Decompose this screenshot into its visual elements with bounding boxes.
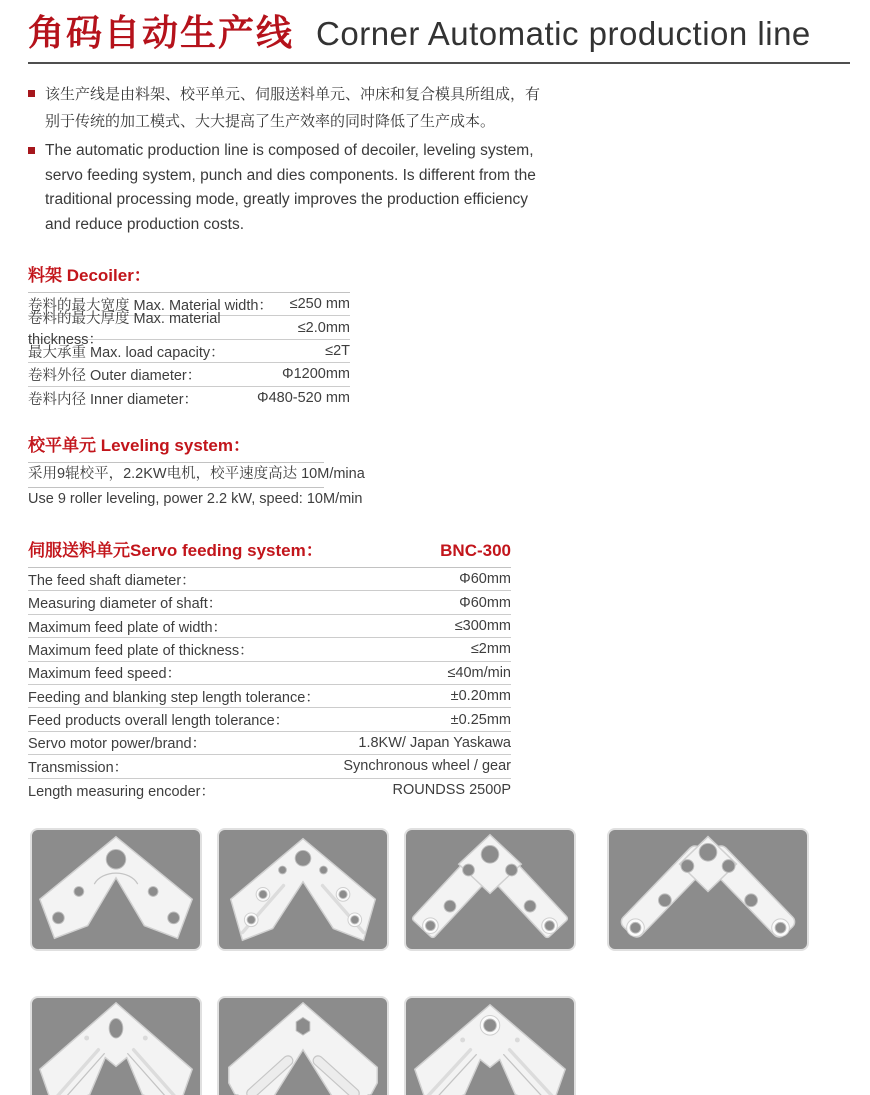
- spec-value: Φ60mm: [459, 571, 511, 588]
- servo-heading: 伺服送料单元Servo feeding system：: [28, 541, 323, 561]
- model-badge: BNC-300: [440, 541, 511, 561]
- decoiler-table: [28, 293, 350, 410]
- table-row: [28, 685, 511, 708]
- corner-key-graphic: [219, 998, 387, 1095]
- spec-label: Feed products overall length tolerance：: [28, 713, 290, 730]
- spec-label: Maximum feed plate of thickness：: [28, 642, 254, 659]
- spec-value: ±0.20mm: [450, 688, 511, 705]
- spec-value: Φ60mm: [459, 594, 511, 611]
- title-divider: [28, 62, 850, 64]
- spec-label: Maximum feed plate of width：: [28, 619, 228, 636]
- product-photo-4: [607, 828, 809, 951]
- spec-value: ≤40m/min: [447, 664, 511, 681]
- product-gallery-row-2: [30, 996, 850, 1095]
- spec-label: Maximum feed speed：: [28, 666, 182, 683]
- table-row: [28, 310, 350, 348]
- corner-bracket-graphic: [32, 830, 200, 949]
- spec-label: Feeding and blanking step length tolerance：: [28, 689, 320, 706]
- leveling-row-english: Use 9 roller leveling, power 2.2 kW, speed: 10M/min: [28, 490, 363, 507]
- intro-item-chinese: [28, 82, 550, 135]
- spec-label: 卷料外径 Outer diameter：: [28, 367, 202, 384]
- corner-key-graphic: [406, 998, 574, 1095]
- leveling-heading: 校平单元 Leveling system：: [28, 431, 324, 463]
- spec-value: ≤2.0mm: [297, 319, 350, 336]
- product-photo-3: [404, 828, 576, 951]
- table-row: [28, 363, 350, 386]
- spec-value: 1.8KW/ Japan Yaskawa: [358, 734, 511, 751]
- table-row: [28, 568, 511, 591]
- bullet-square-icon: [28, 90, 35, 97]
- servo-heading-row: [28, 536, 511, 568]
- corner-key-graphic: [32, 998, 200, 1095]
- spec-value: ±0.25mm: [450, 711, 511, 728]
- spec-value: ≤2T: [325, 343, 350, 360]
- page-header: [28, 12, 850, 53]
- spec-value: Synchronous wheel / gear: [343, 758, 511, 775]
- decoiler-heading: 料架 Decoiler：: [28, 261, 350, 293]
- page-title-chinese: 角码自动生产线: [28, 12, 295, 53]
- product-photo-6: [217, 996, 389, 1095]
- table-row: [28, 638, 511, 661]
- corner-bracket-graphic: [406, 830, 574, 949]
- spec-label: Servo motor power/brand：: [28, 736, 207, 753]
- leveling-section: [28, 431, 850, 511]
- leveling-row-chinese: 采用9辊校平，2.2KW电机，校平速度高达 10M/mina: [28, 463, 324, 488]
- product-photo-2: [217, 828, 389, 951]
- intro-text-chinese: 该生产线是由料架、校平单元、伺服送料单元、冲床和复合模具所组成，有别于传统的加工模式、大大提高了生产效率的同时降低了生产成本。: [45, 86, 541, 130]
- table-row: [28, 708, 511, 731]
- spec-label: 卷料的最大宽度 Max. Material width：: [28, 297, 273, 314]
- table-row: [28, 591, 511, 614]
- spec-label: 卷料的最大厚度 Max. material thickness：: [28, 310, 221, 348]
- decoiler-section: [28, 261, 850, 410]
- table-row: [28, 615, 511, 638]
- table-row: [28, 755, 511, 778]
- table-row: [28, 779, 511, 802]
- spec-label: Length measuring encoder：: [28, 783, 216, 800]
- product-gallery-row-1: [30, 828, 850, 951]
- intro-text-english: The automatic production line is composed of decoiler, leveling system, servo feeding system, punch and dies components. Is different from the traditional processing mode, greatly improves the production efficiency and reduce production costs.: [45, 141, 536, 234]
- servo-table: [28, 568, 511, 802]
- intro-list: [28, 82, 550, 238]
- product-photo-1: [30, 828, 202, 951]
- product-photo-7: [404, 996, 576, 1095]
- spec-value: ≤250 mm: [289, 296, 350, 313]
- page-title-english: Corner Automatic production line: [316, 15, 811, 52]
- table-row: [28, 387, 350, 410]
- table-row: [28, 732, 511, 755]
- servo-feeding-section: [28, 536, 850, 802]
- corner-bracket-graphic: [219, 830, 387, 949]
- spec-label: Measuring diameter of shaft：: [28, 596, 223, 613]
- spec-label: 最大承重 Max. load capacity：: [28, 344, 225, 361]
- table-row: [28, 662, 511, 685]
- intro-item-english: [28, 139, 550, 238]
- spec-value: ≤300mm: [454, 618, 511, 634]
- spec-value: Φ1200mm: [282, 366, 350, 383]
- spec-label: Transmission：: [28, 759, 129, 776]
- spec-label: 卷料内径 Inner diameter：: [28, 391, 199, 408]
- spec-value: ≤2mm: [470, 641, 511, 658]
- corner-bracket-graphic: [609, 830, 807, 949]
- table-row: [28, 340, 350, 363]
- spec-value: Φ480-520 mm: [257, 390, 350, 407]
- bullet-square-icon: [28, 147, 35, 154]
- spec-value: ROUNDSS 2500P: [392, 782, 511, 799]
- product-photo-5: [30, 996, 202, 1095]
- spec-label: The feed shaft diameter：: [28, 572, 196, 589]
